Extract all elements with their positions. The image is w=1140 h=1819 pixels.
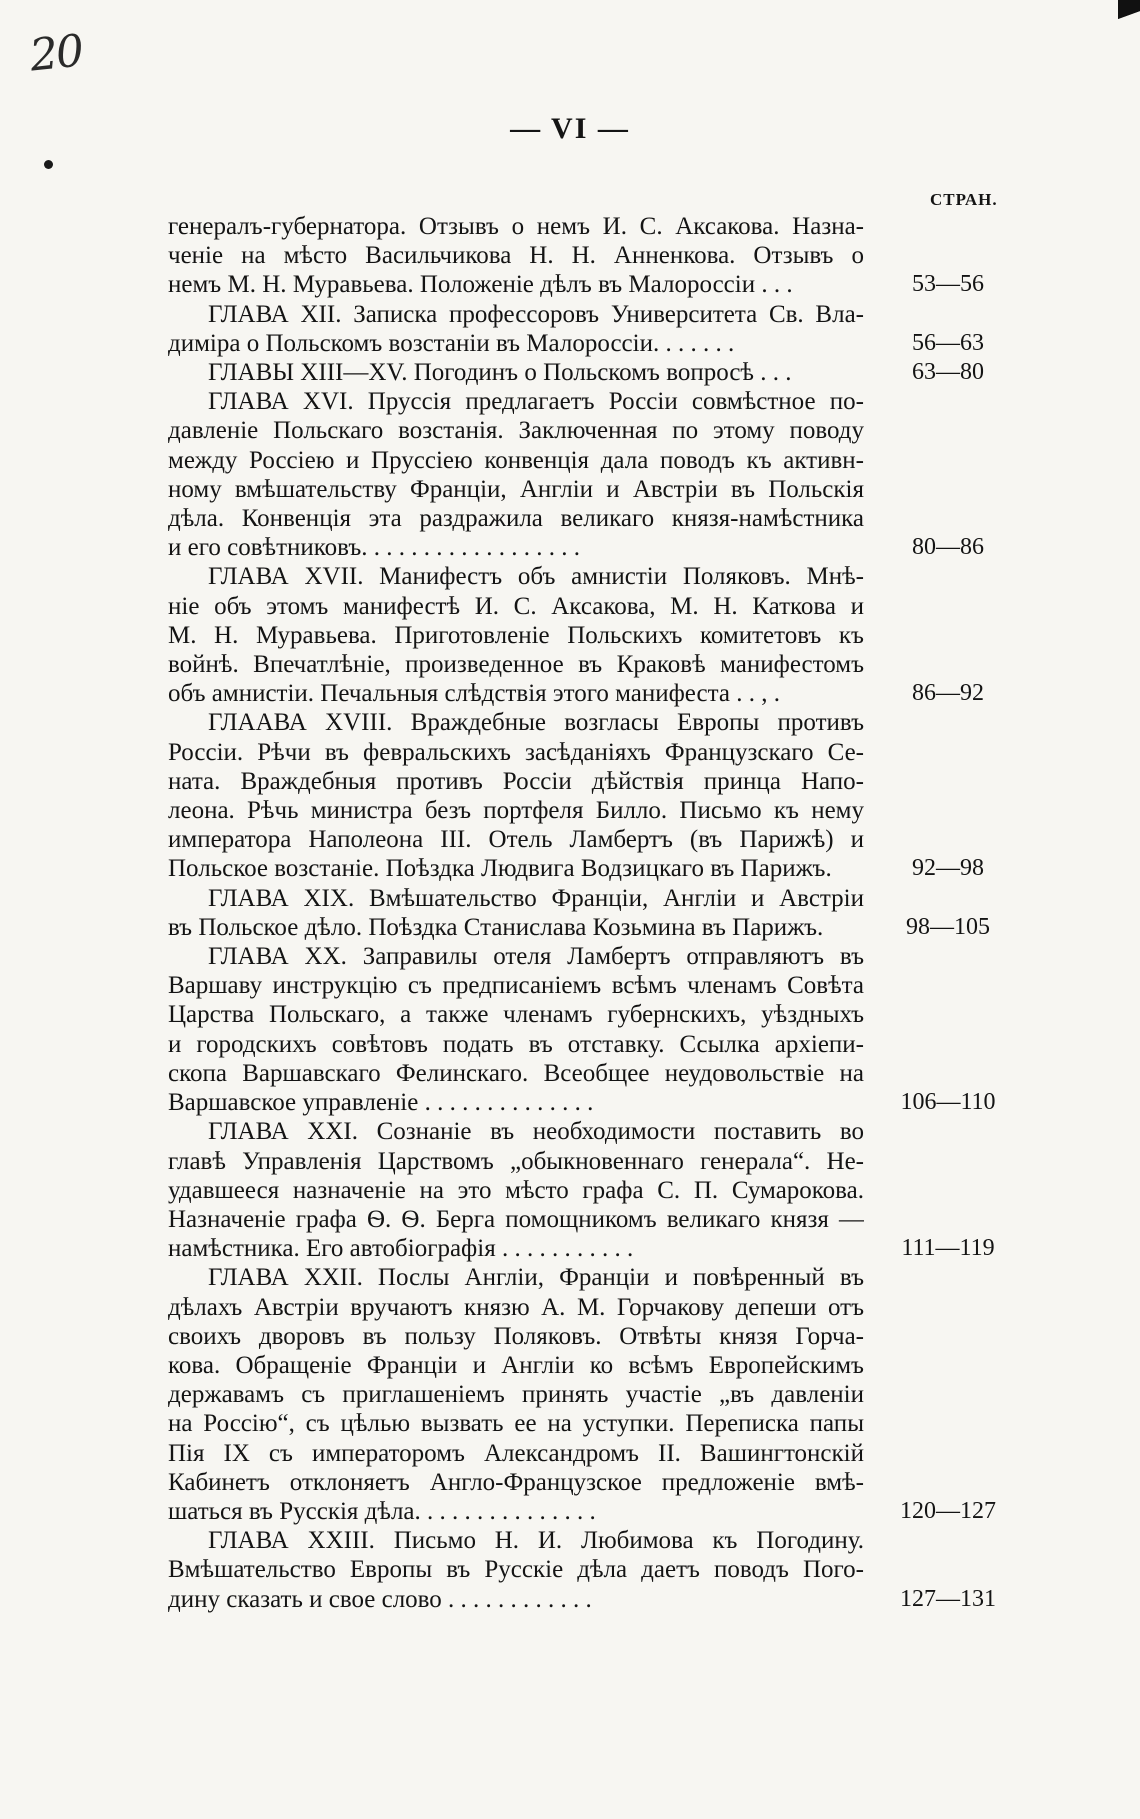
entry-line: леона. Рѣчь министра безъ портфеля Билло. Письмо къ нему: [168, 797, 864, 825]
entry-line: объ амнистіи. Печальныя слѣдствія этого манифеста . . , .: [168, 680, 780, 708]
entry-line: ГЛАВА XXIII. Письмо Н. И. Любимова къ Погодину.: [208, 1527, 864, 1555]
handwritten-page-number: 20: [27, 25, 85, 82]
entry-pages: 63—80: [912, 359, 984, 386]
pages-column-header: СТРАН.: [930, 190, 998, 209]
entry-line: скопа Варшавскаго Фелинскаго. Всеобщее неудовольствіе на: [168, 1059, 864, 1087]
entry-line: ГЛААВА XVIII. Враждебные возгласы Европы противъ: [208, 709, 864, 737]
entry-pages: 92—98: [912, 855, 984, 882]
entry-line: Кабинетъ отклоняетъ Англо-Французское предложеніе вмѣ-: [168, 1468, 864, 1496]
entry-line: императора Наполеона III. Отель Ламбертъ (въ Парижѣ) и: [168, 826, 864, 854]
table-of-contents: [168, 212, 1008, 1614]
entry-line: ГЛАВА XVII. Манифестъ объ амнистіи Поляковъ. Мнѣ-: [208, 563, 864, 591]
entry-line: своихъ дворовъ въ пользу Поляковъ. Отвѣты князя Горча-: [168, 1322, 864, 1350]
toc-entry: [168, 942, 1008, 1117]
entry-pages: 111—119: [901, 1235, 995, 1262]
entry-line: Назначеніе графа Ѳ. Ѳ. Берга помощникомъ великаго князя —: [168, 1205, 864, 1233]
entry-line: ГЛАВА XII. Записка профессоровъ Университета Св. Вла-: [208, 300, 864, 328]
margin-dot: [44, 160, 53, 169]
toc-entry: [168, 358, 1008, 387]
scan-corner-mark: [1118, 0, 1140, 34]
entry-line: въ Польское дѣло. Поѣздка Станислава Козьмина въ Парижъ.: [168, 913, 824, 941]
entry-line: Россіи. Рѣчи въ февральскихъ засѣданіяхъ Французскаго Се-: [168, 738, 864, 766]
entry-line: кова. Обращеніе Франціи и Англіи ко всѣмъ Европейскимъ: [168, 1351, 864, 1379]
entry-pages: 80—86: [912, 534, 984, 561]
toc-entry: [168, 300, 1008, 358]
entry-line: на Россію“, съ цѣлью вызвать ее на уступки. Переписка папы: [168, 1410, 864, 1438]
entry-line: между Россіею и Пруссіею конвенція дала поводъ къ активн-: [168, 446, 864, 474]
entry-line: державамъ съ приглашеніемъ принять участіе „въ давленіи: [168, 1381, 864, 1409]
entry-pages: 53—56: [912, 271, 984, 298]
entry-line: генералъ-губернатора. Отзывъ о немъ И. С. Аксакова. Назна-: [168, 213, 864, 240]
entry-line: удавшееся назначеніе на это мѣсто графа С. П. Сумарокова.: [168, 1176, 864, 1204]
entry-pages: 106—110: [900, 1089, 996, 1116]
entry-line: и его совѣтниковъ. . . . . . . . . . . . . . . . . .: [168, 534, 580, 562]
entry-line: ченіе на мѣсто Васильчикова Н. Н. Анненкова. Отзывъ о: [168, 242, 864, 270]
entry-line: Варшаву инструкцію съ предписаніемъ всѣмъ членамъ Совѣта: [168, 972, 864, 1000]
toc-entry: [168, 884, 1008, 942]
entry-line: ГЛАВА XVI. Пруссія предлагаетъ Россіи совмѣстное по-: [208, 388, 864, 416]
entry-line: диміра о Польскомъ возстаніи въ Малороссіи. . . . . . .: [168, 329, 735, 357]
toc-entry: [168, 1117, 1008, 1263]
entry-line: ГЛАВЫ XIII—XV. Погодинъ о Польскомъ вопросѣ . . .: [208, 359, 792, 387]
entry-line: шаться въ Русскія дѣла. . . . . . . . . . . . . . .: [168, 1497, 596, 1525]
entry-line: дѣлахъ Австріи вручаютъ князю А. М. Горчакову депеши отъ: [168, 1293, 864, 1321]
toc-entry: [168, 562, 1008, 708]
toc-entry: [168, 708, 1008, 883]
toc-entry: [168, 1526, 1008, 1614]
toc-entry: [168, 1263, 1008, 1526]
entry-line: немъ М. Н. Муравьева. Положеніе дѣлъ въ Малороссіи . . .: [168, 271, 793, 299]
entry-line: войнѣ. Впечатлѣніе, произведенное въ Краковѣ манифестомъ: [168, 651, 864, 679]
entry-line: ГЛАВА XIX. Вмѣшательство Франціи, Англіи и Австріи: [208, 884, 864, 912]
entry-line: давленіе Польскаго возстанія. Заключенная по этому поводу: [168, 417, 864, 445]
entry-line: намѣстника. Его автобіографія . . . . . . . . . . .: [168, 1235, 634, 1263]
entry-line: Пія IX съ императоромъ Александромъ II. Вашингтонскій: [168, 1439, 864, 1467]
entry-pages: 56—63: [912, 329, 984, 356]
entry-line: ГЛАВА XXII. Послы Англіи, Франціи и повѣренный въ: [208, 1264, 864, 1292]
entry-line: М. Н. Муравьева. Приготовленіе Польскихъ комитетовъ къ: [168, 621, 864, 649]
entry-pages: 127—131: [900, 1585, 996, 1612]
entry-line: ната. Враждебныя противъ Россіи дѣйствія принца Напо-: [168, 767, 864, 795]
entry-line: Царства Польскаго, а также членамъ губернскихъ, уѣздныхъ: [168, 1001, 864, 1029]
entry-line: ному вмѣшательству Франціи, Англіи и Австріи въ Польскія: [168, 475, 864, 503]
entry-line: дѣла. Конвенція эта раздражила великаго князя-намѣстника: [168, 505, 864, 533]
entry-pages: 120—127: [900, 1497, 996, 1524]
entry-line: Польское возстаніе. Поѣздка Людвига Водзицкаго въ Парижъ.: [168, 855, 832, 883]
entry-pages: 86—92: [912, 680, 984, 707]
entry-line: и городскихъ совѣтовъ подать въ отставку. Ссылка архіепи-: [168, 1030, 864, 1058]
entry-line: Варшавское управленіе . . . . . . . . . . . . . .: [168, 1089, 594, 1117]
page-numeral: — VI —: [510, 112, 630, 145]
entry-line: ГЛАВА XX. Заправилы отеля Ламбертъ отправляютъ въ: [208, 943, 864, 971]
toc-entry: [168, 212, 1008, 300]
entry-line: Вмѣшательство Европы въ Русскіе дѣла даетъ поводъ Пого-: [168, 1556, 864, 1584]
entry-pages: 98—105: [906, 913, 990, 940]
entry-line: дину сказать и свое слово . . . . . . . . . . . .: [168, 1585, 592, 1613]
toc-entry: [168, 387, 1008, 562]
entry-line: главѣ Управленія Царствомъ „обыкновеннаго генерала“. Не-: [168, 1147, 864, 1175]
entry-line: ніе объ этомъ манифестѣ И. С. Аксакова, М. Н. Каткова и: [168, 592, 864, 620]
entry-line: ГЛАВА XXI. Сознаніе въ необходимости поставить во: [208, 1118, 864, 1146]
